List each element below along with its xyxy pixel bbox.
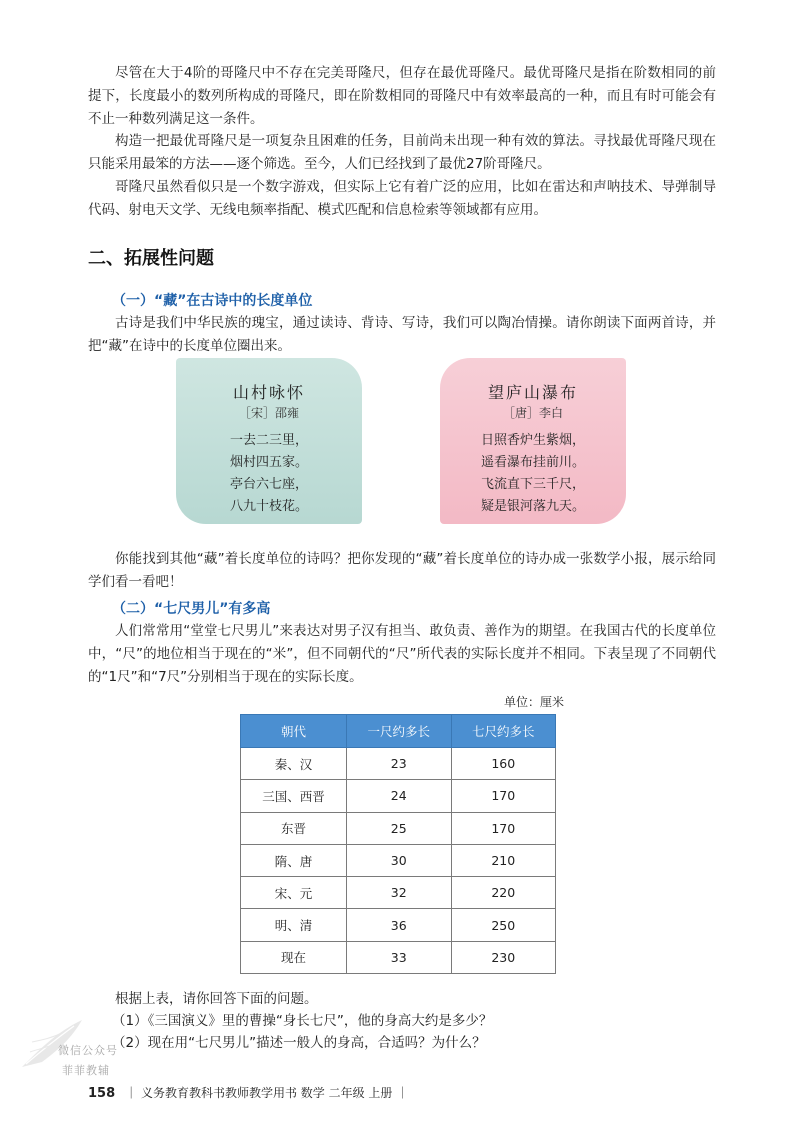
sub-heading-1-title: “藏”在古诗中的长度单位 [154, 293, 313, 309]
poem-title: 望庐山瀑布 [487, 383, 578, 402]
sub-heading-1-number: （一） [112, 293, 154, 309]
sub-heading-2 [112, 598, 270, 618]
poem-line: 一去二三里， [229, 433, 308, 448]
poem-author: ［唐］李白 [502, 406, 563, 420]
intro-paragraph-2: 构造一把最优哥隆尺是一项复杂且困难的任务，目前尚未出现一种有效的算法。寻找最优哥隆尺现在只能采用最笨的方法——逐个筛选。至今，人们已经找到了最优27阶哥隆尺。 [88, 133, 716, 172]
poem-card-lushan [440, 358, 626, 524]
poem-line: 日照香炉生紫烟， [480, 433, 585, 448]
question-2: （2）现在用“七尺男儿”描述一般人的身高，合适吗？为什么？ [112, 1035, 486, 1051]
table-cell: 25 [347, 812, 452, 844]
table-cell: 现在 [241, 941, 347, 973]
table-cell: 三国、西晋 [241, 780, 347, 812]
poem-line: 亭台六七座， [229, 477, 308, 492]
table-cell: 32 [347, 877, 452, 909]
table-cell: 明、清 [241, 909, 347, 941]
watermark-line-2: 菲菲教辅 [62, 1064, 110, 1077]
sub-heading-2-title: “七尺男儿”有多高 [154, 601, 271, 617]
intro-paragraph-3: 哥隆尺虽然看似只是一个数字游戏，但实际上它有着广泛的应用，比如在雷达和声呐技术、导弹制导代码、射电天文学、无线电频率指配、模式匹配和信息检索等领域都有应用。 [88, 179, 716, 218]
table-row [241, 941, 556, 973]
column-header: 一尺约多长 [347, 715, 452, 748]
table-cell: 160 [451, 748, 556, 780]
table-cell: 30 [347, 844, 452, 876]
table-row [241, 844, 556, 876]
sub-heading-2-number: （二） [112, 601, 154, 617]
table-cell: 隋、唐 [241, 844, 347, 876]
table-row [241, 780, 556, 812]
sub1-followup: 你能找到其他“藏”着长度单位的诗吗？把你发现的“藏”着长度单位的诗办成一张数学小报，展示给同学们看一看吧！ [88, 551, 716, 590]
poem-lines [176, 430, 362, 518]
table-cell: 33 [347, 941, 452, 973]
poem-line: 遥看瀑布挂前川。 [480, 455, 585, 470]
intro-paragraph-1: 尽管在大于4阶的哥隆尺中不存在完美哥隆尺，但存在最优哥隆尺。最优哥隆尺是指在阶数相同的前提下，长度最小的数列所构成的哥隆尺，即在阶数相同的哥隆尺中有效率最高的一种，而且有时可能会有不止一种数列满足这一条件。 [88, 65, 716, 127]
table-cell: 170 [451, 780, 556, 812]
book-title: ｜ 义务教育教科书教师教学用书 数学 二年级 上册 ｜ [125, 1086, 409, 1100]
poem-title: 山村咏怀 [232, 383, 305, 402]
table-cell: 23 [347, 748, 452, 780]
poem-lines [440, 430, 626, 518]
column-header: 朝代 [241, 715, 347, 748]
table-cell: 230 [451, 941, 556, 973]
question-1: （1）《三国演义》里的曹操“身长七尺”，他的身高大约是多少？ [112, 1013, 493, 1029]
table-row [241, 748, 556, 780]
poem-author: ［宋］邵雍 [238, 406, 299, 420]
poem-line: 烟村四五家。 [229, 455, 308, 470]
sub1-intro: 古诗是我们中华民族的瑰宝，通过读诗、背诗、写诗，我们可以陶冶情操。请你朗读下面两首诗，并把“藏”在诗中的长度单位圈出来。 [88, 315, 716, 354]
sub-heading-1 [112, 290, 312, 310]
table-row [241, 812, 556, 844]
table-cell: 220 [451, 877, 556, 909]
table-cell: 东晋 [241, 812, 347, 844]
table-header-row [241, 715, 556, 748]
table-cell: 36 [347, 909, 452, 941]
page-footer [88, 1084, 408, 1101]
table-cell: 170 [451, 812, 556, 844]
section-title: 二、拓展性问题 [88, 248, 214, 269]
table-cell: 210 [451, 844, 556, 876]
dynasty-length-table [240, 714, 556, 974]
table-cell: 250 [451, 909, 556, 941]
page-number: 158 [88, 1086, 116, 1101]
poem-line: 八九十枝花。 [229, 499, 308, 514]
table-cell: 24 [347, 780, 452, 812]
poem-card-shancun [176, 358, 362, 524]
table-row [241, 909, 556, 941]
column-header: 七尺约多长 [451, 715, 556, 748]
table-cell: 宋、元 [241, 877, 347, 909]
poem-line: 飞流直下三千尺， [480, 477, 585, 492]
watermark-line-1: 微信公众号 [58, 1044, 118, 1057]
questions-intro: 根据上表，请你回答下面的问题。 [115, 991, 318, 1007]
poem-line: 疑是银河落九天。 [480, 499, 585, 514]
table-row [241, 877, 556, 909]
table-cell: 秦、汉 [241, 748, 347, 780]
table-unit-label: 单位：厘米 [504, 695, 565, 709]
sub2-intro: 人们常常用“堂堂七尺男儿”来表达对男子汉有担当、敢负责、善作为的期望。在我国古代的长度单位中，“尺”的地位相当于现在的“米”，但不同朝代的“尺”所代表的实际长度并不相同。下表呈现了不同朝代的“1尺”和“7尺”分别相当于现在的实际长度。 [88, 623, 716, 685]
